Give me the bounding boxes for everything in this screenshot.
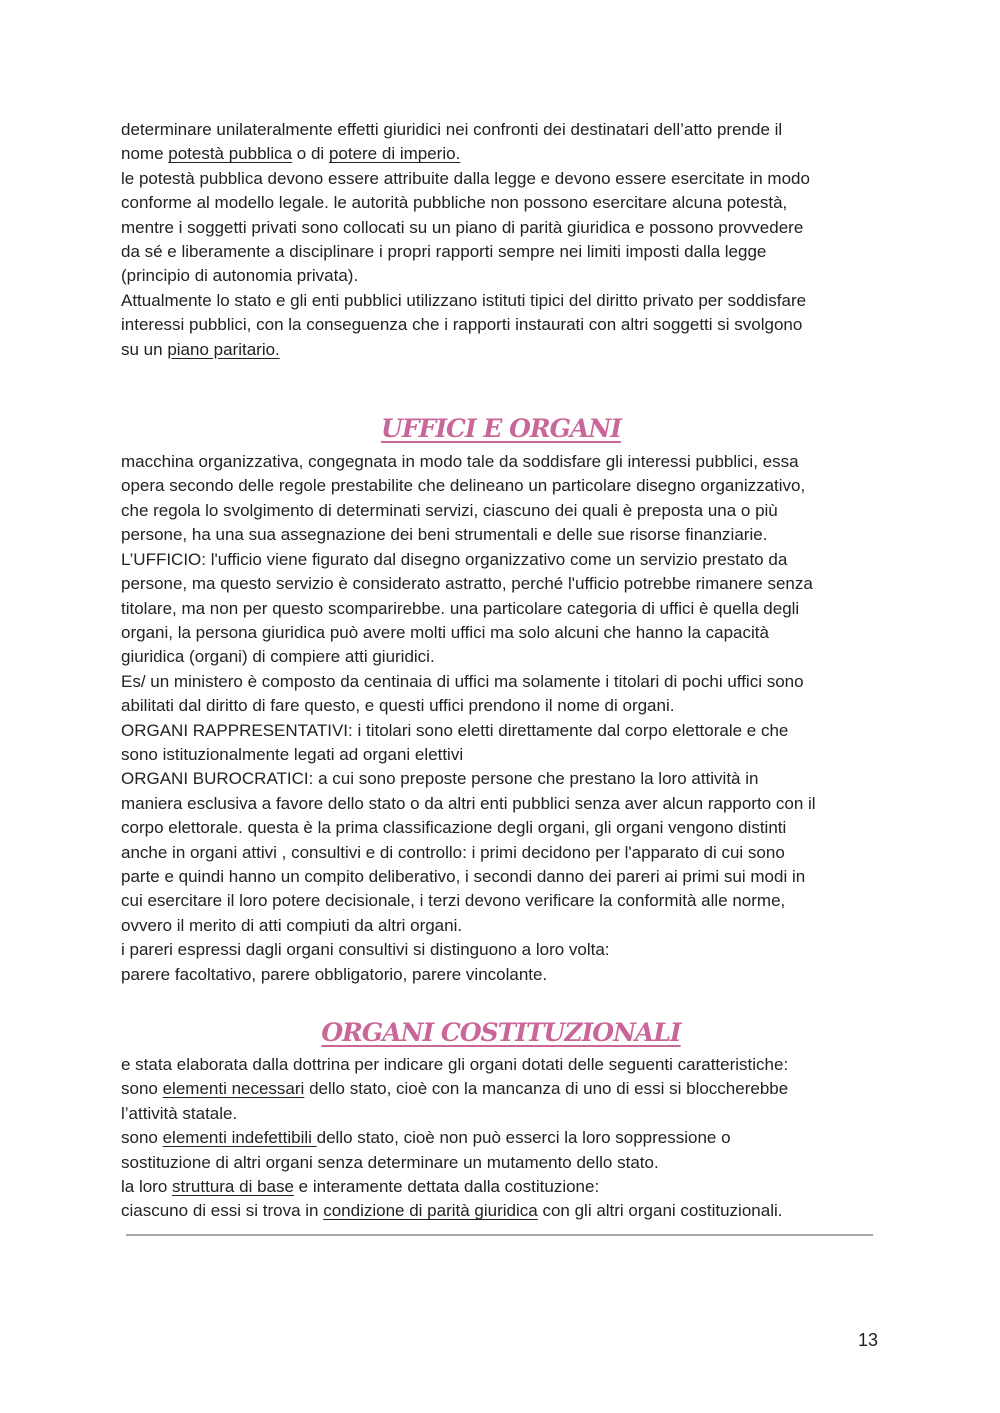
text-line	[121, 889, 881, 913]
page-number: 13	[857, 1330, 878, 1350]
text-run: l’attività statale.	[121, 1103, 238, 1123]
text-run: abilitati dal diritto di fare questo, e questi uffici prendono il nome di organi.	[121, 696, 675, 716]
text-line	[121, 167, 881, 191]
text-line	[121, 743, 881, 767]
text-line	[121, 572, 881, 596]
text-run: cui esercitare il loro potere decisionale, i terzi devono verificare la conformità alle norme,	[121, 891, 786, 911]
text-line	[121, 621, 881, 645]
text-line	[121, 1175, 881, 1199]
text-line	[121, 499, 881, 523]
paragraph-uffici-e-organi	[121, 450, 881, 987]
text-line	[121, 670, 881, 694]
text-run: sostituzione di altri organi senza determinare un mutamento dello stato.	[121, 1152, 659, 1172]
paragraph-organi-costituzionali	[121, 1053, 881, 1224]
text-line	[121, 313, 881, 337]
text-line	[121, 767, 881, 791]
text-line	[121, 289, 881, 313]
paragraph-potesta-pubblica	[121, 118, 881, 362]
text-line	[121, 1126, 881, 1150]
text-run: dello stato, cioè con la mancanza di uno di essi si bloccherebbe	[304, 1079, 789, 1099]
text-run: ORGANI RAPPRESENTATIVI: i titolari sono eletti direttamente dal corpo elettorale e che	[121, 720, 789, 740]
text-line	[121, 191, 881, 215]
text-line	[121, 474, 881, 498]
text-line	[121, 841, 881, 865]
text-run: maniera esclusiva a favore dello stato o da altri enti pubblici senza aver alcun rapporto con il	[121, 793, 816, 813]
text-line	[121, 963, 881, 987]
text-run: i pareri espressi dagli organi consultivi si distinguono a loro volta:	[121, 940, 610, 960]
text-run: sono	[121, 1079, 163, 1099]
text-run: interessi pubblici, con la conseguenza che i rapporti instaurati con altri soggetti si svolgono	[121, 315, 803, 335]
text-run: persone, ma questo servizio è considerato astratto, perché l'ufficio potrebbe rimanere senza	[121, 574, 813, 594]
text-line	[121, 938, 881, 962]
text-line	[121, 597, 881, 621]
text-run: che regola lo svolgimento di determinati servizi, ciascuno dei quali è preposta una o più	[121, 500, 778, 520]
text-line	[121, 1199, 881, 1223]
document-page	[121, 118, 881, 1224]
text-line	[121, 816, 881, 840]
text-run: sono istituzionalmente legati ad organi elettivi	[121, 744, 464, 764]
text-run: mentre i soggetti privati sono collocati su un piano di parità giuridica e possono provvedere	[121, 217, 804, 237]
text-line	[121, 450, 881, 474]
text-run: macchina organizzativa, congegnata in modo tale da soddisfare gli interessi pubblici, essa	[121, 452, 799, 472]
text-line	[121, 792, 881, 816]
heading-uffici-e-organi: UFFICI E ORGANI	[381, 414, 621, 444]
text-run: persone, ha una sua assegnazione dei beni strumentali e delle sue risorse finanziarie.	[121, 525, 768, 545]
text-line	[121, 694, 881, 718]
text-line	[121, 338, 881, 362]
text-run: le potestà pubblica devono essere attribuite dalla legge e devono essere esercitate in modo	[121, 168, 810, 188]
text-run: Attualmente lo stato e gli enti pubblici utilizzano istituti tipici del diritto privato per soddisfare	[121, 290, 807, 310]
text-run: opera secondo delle regole prestabilite che delineano un particolare disegno organizzativo,	[121, 476, 806, 496]
text-run: organi, la persona giuridica può avere molti uffici ma solo alcuni che hanno la capacità	[121, 622, 769, 642]
text-run: determinare unilateralmente effetti giuridici nei confronti dei destinatari dell’atto prende il	[121, 120, 783, 139]
text-run: L’UFFICIO: l'ufficio viene figurato dal disegno organizzativo come un servizio prestato da	[121, 549, 788, 569]
text-run: e interamente dettata dalla costituzione:	[293, 1177, 600, 1197]
underlined-term: piano paritario.	[167, 339, 280, 359]
text-run: su un	[121, 339, 168, 359]
text-run: giuridica (organi) di compiere atti giuridici.	[121, 647, 435, 667]
text-line	[121, 645, 881, 669]
text-line	[121, 240, 881, 264]
text-line	[121, 523, 881, 547]
text-line	[121, 1053, 881, 1077]
text-run: da sé e liberamente a disciplinare i propri rapporti sempre nei limiti imposti dalla legge	[121, 242, 767, 262]
text-line	[121, 216, 881, 240]
underlined-term: condizione di parità giuridica	[323, 1201, 538, 1221]
text-run: o di	[292, 144, 329, 164]
text-run: anche in organi attivi , consultivi e di controllo: i primi decidono per l'apparato di cui sono	[121, 842, 785, 862]
horizontal-divider	[126, 1234, 873, 1236]
text-line	[121, 1151, 881, 1175]
text-run: e stata elaborata dalla dottrina per indicare gli organi dotati delle seguenti caratteristiche:	[121, 1055, 789, 1074]
text-run: parte e quindi hanno un compito deliberativo, i secondi danno dei pareri ai primi sui modi in	[121, 866, 806, 886]
text-line	[121, 118, 881, 142]
text-run: la loro	[121, 1177, 173, 1197]
text-run: parere facoltativo, parere obbligatorio, parere vincolante.	[121, 964, 548, 984]
underlined-term: potestà pubblica	[168, 144, 293, 164]
text-run: ORGANI BUROCRATICI: a cui sono preposte persone che prestano la loro attività in	[121, 769, 759, 789]
underlined-term: potere di imperio.	[328, 144, 461, 164]
text-run: ovvero il merito di atti compiuti da altri organi.	[121, 915, 463, 935]
text-run: dello stato, cioè non può esserci la loro soppressione o	[316, 1128, 731, 1148]
text-line	[121, 142, 881, 166]
text-line	[121, 1077, 881, 1101]
text-run: (principio di autonomia privata).	[121, 266, 359, 286]
underlined-term: elementi necessari	[162, 1079, 305, 1099]
text-line	[121, 1102, 881, 1126]
text-run: conforme al modello legale. le autorità pubbliche non possono esercitare alcuna potestà,	[121, 193, 788, 213]
text-run: titolare, ma non per questo scomparirebbe. una particolare categoria di uffici è quella degli	[121, 598, 800, 618]
underlined-term: struttura di base	[172, 1177, 294, 1197]
text-run: sono	[121, 1128, 163, 1148]
text-run: con gli altri organi costituzionali.	[537, 1201, 783, 1221]
text-line	[121, 719, 881, 743]
text-run: ciascuno di essi si trova in	[121, 1201, 324, 1221]
text-line	[121, 865, 881, 889]
text-line	[121, 264, 881, 288]
heading-organi-costituzionali: ORGANI COSTITUZIONALI	[321, 1018, 681, 1047]
text-line	[121, 914, 881, 938]
text-run: nome	[121, 144, 169, 164]
text-run: Es/ un ministero è composto da centinaia di uffici ma solamente i titolari di pochi uffici sono	[121, 671, 804, 691]
text-run: corpo elettorale. questa è la prima classificazione degli organi, gli organi vengono distinti	[121, 818, 787, 838]
underlined-term: elementi indefettibili	[162, 1128, 317, 1148]
text-line	[121, 548, 881, 572]
